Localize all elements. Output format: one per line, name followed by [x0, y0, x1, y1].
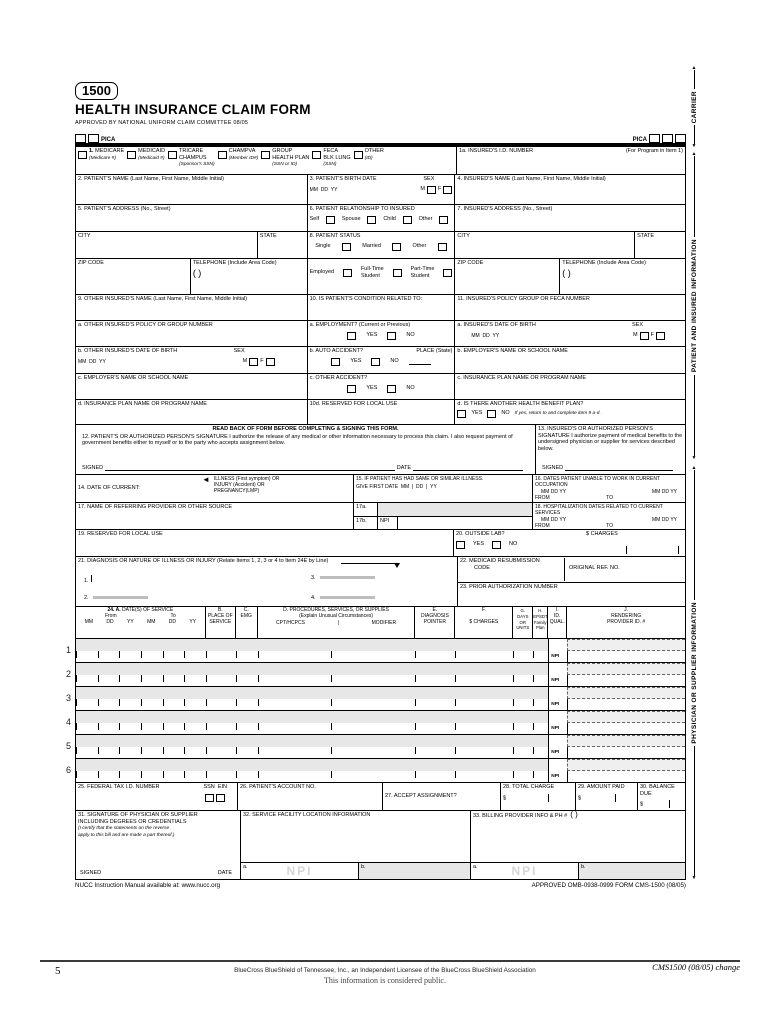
box-21-diagnosis: 21. DIAGNOSIS OR NATURE OF ILLNESS OR INJURY (Relate Items 1, 2, 3 or 4 to Item 24E by Line) 1. 2. 3. 4.: [76, 557, 458, 606]
box-24-table-header: 24. A. DATE(S) OF SERVICE From To MM DD YY MM DD YY B. PLACE OF SERVICE C. EMG D. PROCEDURES, SERVICES, OR SUPPLIES (Explain Unusual Circumstances) CPT/HCPCS | MODIFIER E. DIAGNOSIS POINTER F. $ CHARGES G. DAYS OR UNITS H. EPSDT Family Plan I. ID. QUAL. J. RENDERING PROVIDER ID. #: [76, 607, 685, 639]
other-plan-no-checkbox[interactable]: [487, 410, 496, 418]
arrow-down-icon: ▼: [691, 143, 697, 150]
npi-watermark: NPI: [286, 864, 313, 878]
col-b-header: B. PLACE OF SERVICE: [206, 607, 236, 638]
patient-signature-date-line[interactable]: [413, 465, 523, 471]
box-11b-employer-field[interactable]: b. EMPLOYER'S NAME OR SCHOOL NAME: [457, 348, 568, 354]
physician-date-line[interactable]: DATE: [217, 869, 232, 876]
box-17a-label: 17a.: [354, 503, 378, 516]
box-9c-employer-field[interactable]: c. EMPLOYER'S NAME OR SCHOOL NAME: [76, 374, 308, 399]
sex-male-checkbox[interactable]: [427, 186, 436, 194]
rendering-provider-shaded-area: [567, 759, 685, 771]
service-lines-table: [66, 639, 685, 783]
box-33a-npi-field[interactable]: a. NPI: [471, 863, 579, 879]
outside-lab-no-checkbox[interactable]: [492, 541, 501, 549]
diagnosis-3-field[interactable]: 3.: [311, 575, 375, 582]
rendering-provider-id-field[interactable]: [567, 771, 685, 783]
physician-signed-line[interactable]: SIGNED: [80, 869, 102, 876]
box-10d-reserved-field[interactable]: 10d. RESERVED FOR LOCAL USE: [308, 400, 456, 424]
group-health-checkbox[interactable]: [261, 151, 270, 159]
box-17b-label: 17b.: [354, 517, 378, 530]
insured-signature-line[interactable]: [565, 465, 673, 471]
rel-other-checkbox[interactable]: [439, 216, 448, 224]
box-16-unable-to-work: 16. DATES PATIENT UNABLE TO WORK IN CURRENT OCCUPATION MM DD YY MM DD YY FROM TO: [535, 476, 677, 501]
box-20-charges-field[interactable]: $ CHARGES: [566, 531, 683, 555]
npi-label: NPI: [548, 723, 567, 735]
box-2-patient-name-field[interactable]: 2. PATIENT'S NAME (Last Name, First Name, Middle Initial): [76, 175, 308, 204]
box-26-patient-account-field[interactable]: 26. PATIENT'S ACCOUNT NO.: [238, 783, 383, 810]
box-33b-other-id-field[interactable]: b.: [579, 863, 685, 879]
box-20-outside-lab: 20. OUTSIDE LAB? YES NO $ CHARGES: [454, 530, 685, 556]
auto-accident-yes-checkbox[interactable]: [331, 358, 340, 366]
service-line-number: 6: [66, 765, 72, 775]
service-line-number: 5: [66, 741, 72, 751]
box-31-physician-signature: 31. SIGNATURE OF PHYSICIAN OR SUPPLIER INCLUDING DEGREES OR CREDENTIALS (I certify that the statements on the reverse apply to this bill and are made a part thereof.) SIGNED DATE: [76, 811, 241, 879]
npi-watermark: NPI: [511, 864, 538, 878]
pica-row: [75, 130, 686, 143]
npi-label: NPI: [378, 517, 398, 530]
box-12-patient-signature: READ BACK OF FORM BEFORE COMPLETING & SIGNING THIS FORM. 12. PATIENT'S OR AUTHORIZED PERSON'S SIGNATURE I authorize the release of any medical or other information necessary to process this claim. I also request payment of government benefits either to myself or to the party who accepts assignment below. SIGNED DATE: [76, 425, 536, 474]
insured-sex-female-checkbox[interactable]: [656, 332, 665, 340]
status-married-checkbox[interactable]: [392, 243, 401, 251]
medicare-checkbox[interactable]: [78, 151, 87, 159]
payer-option-feca: FECA BLK LUNG (SSN): [312, 148, 350, 173]
col-e-header: E. DIAGNOSIS POINTER: [415, 607, 455, 638]
arrow-down-icon: ▼: [691, 875, 697, 881]
box-8-patient-status: 8. PATIENT STATUS Single Married Other: [308, 232, 456, 258]
service-supplemental-shaded-area: [76, 687, 548, 699]
sex-female-checkbox[interactable]: [443, 186, 452, 194]
pica-checkbox[interactable]: [649, 134, 660, 143]
box-11c-plan-name-field[interactable]: c. INSURANCE PLAN NAME OR PROGRAM NAME: [457, 375, 587, 381]
service-supplemental-shaded-area: [76, 759, 548, 771]
box-10c-other-accident: c. OTHER ACCIDENT? YES NO: [308, 374, 456, 399]
box-10b-auto-accident: b. AUTO ACCIDENT? PLACE (State) YES NO: [308, 347, 456, 373]
champva-checkbox[interactable]: [218, 151, 227, 159]
rendering-provider-shaded-area: [567, 711, 685, 723]
original-ref-no-field[interactable]: ORIGINAL REF. NO.: [569, 564, 620, 571]
other-accident-yes-checkbox[interactable]: [347, 385, 356, 393]
form-1500-logo: 1500: [75, 82, 118, 100]
tricare-checkbox[interactable]: [168, 151, 177, 159]
payer-option-tricare: TRICARE CHAMPUS (Sponsor's SSN): [168, 148, 215, 173]
box-19-reserved-field[interactable]: 19. RESERVED FOR LOCAL USE: [76, 530, 454, 556]
service-line-row[interactable]: [66, 687, 685, 711]
footer-form-version: CMS1500 (08/05) change: [652, 962, 740, 972]
page-number: 5: [55, 965, 61, 977]
box-15-similar-illness: 15. IF PATIENT HAS HAD SAME OR SIMILAR ILLNESS. GIVE FIRST DATE MM | DD | YY: [354, 475, 533, 502]
accident-state-field[interactable]: [409, 358, 431, 365]
id-qual-top-cell: [548, 663, 567, 675]
other-sex-female-checkbox[interactable]: [266, 358, 275, 366]
col-j-header: J. RENDERING PROVIDER ID. #: [607, 607, 646, 625]
box-32b-other-id-field[interactable]: b.: [359, 863, 470, 879]
arrow-to-24e-icon: [341, 563, 397, 564]
npi-label: NPI: [548, 771, 567, 783]
insured-sex-male-checkbox[interactable]: [640, 332, 649, 340]
payer-option-other: OTHER (ID): [354, 148, 384, 173]
box-18-hospitalization-dates: 18. HOSPITALIZATION DATES RELATED TO CURRENT SERVICES MM DD YY MM DD YY FROM TO: [535, 504, 677, 529]
rel-self-checkbox[interactable]: [326, 216, 335, 224]
arrow-up-icon: ▲: [691, 151, 697, 157]
box-9a-other-policy-field[interactable]: a. OTHER INSURED'S POLICY OR GROUP NUMBER: [76, 321, 308, 346]
npi-label: NPI: [548, 675, 567, 687]
box-17a-other-id-field[interactable]: [378, 503, 532, 516]
box-25-federal-tax-id: 25. FEDERAL TAX I.D. NUMBER SSN EIN: [76, 783, 238, 810]
box-9b-other-birth-sex: b. OTHER INSURED'S DATE OF BIRTH SEX MM DD YY M F: [76, 347, 308, 373]
service-line-number: 2: [66, 669, 72, 679]
box-32a-npi-field[interactable]: a. NPI: [241, 863, 359, 879]
other-payer-checkbox[interactable]: [354, 151, 363, 159]
rendering-provider-id-field[interactable]: [567, 747, 685, 759]
pica-checkbox[interactable]: [675, 134, 686, 143]
diagnosis-1-field[interactable]: 1.: [84, 575, 92, 585]
footer-licensee-text: BlueCross BlueShield of Tennessee, Inc., an Independent Licensee of the BlueCross BlueShield Association: [234, 967, 536, 974]
omb-approval-note: APPROVED OMB-0938-0999 FORM CMS-1500 (08/05): [531, 882, 686, 889]
employed-checkbox[interactable]: [343, 269, 352, 277]
nucc-instruction-note: NUCC Instruction Manual available at: www.nucc.org: [75, 882, 221, 889]
insured-city-field[interactable]: CITY: [455, 232, 635, 258]
box-1a-insured-id-field[interactable]: 1a. INSURED'S I.D. NUMBER (For Program in Item 1): [459, 148, 683, 154]
service-line-number: 3: [66, 693, 72, 703]
box-30-balance-due-field[interactable]: 30. BALANCE DUE $: [640, 784, 675, 808]
service-line-row[interactable]: [66, 759, 685, 783]
part-time-student-checkbox[interactable]: [443, 269, 452, 277]
service-line-row[interactable]: [66, 663, 685, 687]
insured-phone-field[interactable]: TELEPHONE (Include Area Code) ( ): [560, 259, 685, 294]
patient-zip-field[interactable]: ZIP CODE: [76, 259, 191, 294]
service-line-row[interactable]: [66, 639, 685, 663]
rel-child-checkbox[interactable]: [403, 216, 412, 224]
other-plan-yes-checkbox[interactable]: [457, 410, 466, 418]
col-f-header: F. $ CHARGES: [455, 607, 513, 638]
box-7-insured-address-field[interactable]: 7. INSURED'S ADDRESS (No., Street): [457, 206, 553, 212]
box-22-medicaid-resubmission: 22. MEDICAID RESUBMISSION CODE ORIGINAL REF. NO.: [458, 557, 685, 583]
arrow-down-icon: ▼: [691, 455, 697, 462]
triangle-left-icon: ◄: [202, 475, 210, 484]
rendering-provider-shaded-area: [567, 735, 685, 747]
phone-parens: ( ): [562, 267, 571, 278]
rendering-provider-shaded-area: [567, 663, 685, 675]
ein-checkbox[interactable]: [216, 794, 225, 802]
box-32-service-facility: [241, 811, 471, 879]
box-29-amount-paid-field[interactable]: 29. AMOUNT PAID $: [576, 783, 638, 810]
rendering-provider-id-field[interactable]: [567, 699, 685, 711]
service-supplemental-shaded-area: [76, 639, 548, 651]
box-14-date-of-current: 14. DATE OF CURRENT: ◄ ILLNESS (First symptom) OR INJURY (Accident) OR PREGNANCY(LMP): [76, 475, 354, 502]
rel-spouse-checkbox[interactable]: [367, 216, 376, 224]
arrow-up-icon: ▲: [691, 65, 697, 71]
pica-checkbox[interactable]: [662, 134, 673, 143]
box-33-billing-provider: 33. BILLING PROVIDER INFO & PH # ( ) a. NPI b.: [471, 811, 685, 879]
service-supplemental-shaded-area: [76, 663, 548, 675]
rendering-provider-id-field[interactable]: [567, 723, 685, 735]
box-8-employment-status: Employed Full-Time Student Part-Time Student: [308, 259, 456, 294]
employment-no-checkbox[interactable]: [387, 332, 396, 340]
diagnosis-4-field[interactable]: 4.: [311, 595, 375, 602]
arrow-up-icon: ▲: [691, 465, 697, 471]
form-title: HEALTH INSURANCE CLAIM FORM: [75, 102, 311, 117]
rendering-provider-id-field[interactable]: [567, 651, 685, 663]
box-11d-other-plan: d. IS THERE ANOTHER HEALTH BENEFIT PLAN? YES NO If yes, return to and complete item 9 a-d.: [457, 401, 601, 417]
col-a-header: 24. A.: [107, 607, 121, 613]
box-10a-employment: a. EMPLOYMENT? (Current or Previous) YES NO: [308, 321, 456, 346]
full-time-student-checkbox[interactable]: [393, 269, 402, 277]
employment-yes-checkbox[interactable]: [347, 332, 356, 340]
other-accident-no-checkbox[interactable]: [387, 385, 396, 393]
outside-lab-yes-checkbox[interactable]: [456, 541, 465, 549]
patient-signature-line[interactable]: [105, 465, 395, 471]
service-line-number: 1: [66, 645, 72, 655]
medicaid-checkbox[interactable]: [127, 151, 136, 159]
service-line-row[interactable]: [66, 711, 685, 735]
phone-parens: ( ): [192, 267, 202, 278]
box-17ab-ids: [354, 503, 533, 529]
approved-note: APPROVED BY NATIONAL UNIFORM CLAIM COMMITTEE 08/05: [75, 120, 249, 126]
auto-accident-no-checkbox[interactable]: [371, 358, 380, 366]
footer-public-text: This information is considered public.: [324, 976, 446, 985]
patient-state-field[interactable]: STATE: [258, 232, 308, 258]
id-qual-top-cell: [548, 639, 567, 651]
box-11-policy-group-field[interactable]: 11. INSURED'S POLICY GROUP OR FECA NUMBER: [457, 296, 590, 302]
box-10-condition-related: 10. IS PATIENT'S CONDITION RELATED TO:: [308, 295, 456, 320]
box-4-insured-name-field[interactable]: 4. INSURED'S NAME (Last Name, First Name, Middle Initial): [457, 176, 606, 182]
payer-option-group-health: GROUP HEALTH PLAN (SSN or ID): [261, 148, 309, 173]
col-i-header: I. ID. QUAL.: [548, 607, 567, 638]
box-13-insured-signature: 13. INSURED'S OR AUTHORIZED PERSON'S SIGNATURE I authorize payment of medical benefits to the undersigned physician or supplier for services described below. SIGNED: [538, 426, 683, 471]
service-supplemental-shaded-area: [76, 735, 548, 747]
col-c-header: C. EMG: [236, 607, 258, 638]
box-17-referring-provider-field[interactable]: 17. NAME OF REFERRING PROVIDER OR OTHER SOURCE: [76, 503, 354, 529]
service-supplemental-shaded-area: [76, 711, 548, 723]
box-23-prior-auth-field[interactable]: 23. PRIOR AUTHORIZATION NUMBER: [460, 584, 558, 590]
carrier-margin-label: ▲ CARRIER ▼: [690, 65, 698, 150]
id-qual-top-cell: [548, 711, 567, 723]
pica-checkbox[interactable]: [75, 134, 86, 143]
id-qual-top-cell: [548, 759, 567, 771]
npi-label: NPI: [548, 699, 567, 711]
status-single-checkbox[interactable]: [342, 243, 351, 251]
col-d-header: D. PROCEDURES, SERVICES, OR SUPPLIES (Explain Unusual Circumstances) CPT/HCPCS | MODIFIER: [258, 607, 416, 638]
pica-checkbox[interactable]: [88, 134, 99, 143]
payer-option-champva: CHAMPVA (Member ID#): [218, 148, 259, 173]
box-11a-insured-birth-sex: a. INSURED'S DATE OF BIRTH SEX MM DD YY M F: [455, 321, 685, 346]
ssn-checkbox[interactable]: [205, 794, 214, 802]
insured-state-field[interactable]: STATE: [637, 233, 654, 239]
box-1-payer-type: [76, 147, 457, 174]
patient-insured-margin-label: ▲ PATIENT AND INSURED INFORMATION ▼: [690, 151, 698, 462]
payer-option-medicaid: MEDICAID (Medicaid #): [127, 148, 165, 173]
footer-rule: [40, 960, 740, 962]
npi-label: NPI: [548, 651, 567, 663]
box-28-total-charge-field[interactable]: 28. TOTAL CHARGE $: [501, 783, 576, 810]
payer-option-medicare: 1. MEDICARE (Medicare #): [78, 148, 124, 173]
box-3-birth-date-sex: 3. PATIENT'S BIRTH DATE SEX MM DD YY M F: [308, 175, 456, 204]
service-line-number: 4: [66, 717, 72, 727]
box-9-other-insured-name-field[interactable]: 9. OTHER INSURED'S NAME (Last Name, First Name, Middle Initial): [76, 295, 308, 320]
other-sex-male-checkbox[interactable]: [249, 358, 258, 366]
patient-phone-field[interactable]: TELEPHONE (Include Area Code) ( ): [191, 259, 308, 294]
rendering-provider-shaded-area: [567, 639, 685, 651]
pica-label: PICA: [632, 137, 647, 143]
box-17b-npi-field[interactable]: [398, 517, 532, 530]
patient-city-field[interactable]: CITY: [76, 232, 258, 258]
box-32-label: 32. SERVICE FACILITY LOCATION INFORMATION: [243, 812, 371, 818]
feca-checkbox[interactable]: [312, 151, 321, 159]
diagnosis-2-field[interactable]: 2.: [84, 595, 148, 602]
col-h-header: H. EPSDT Family Plan: [533, 607, 548, 638]
npi-label: NPI: [548, 747, 567, 759]
id-qual-top-cell: [548, 735, 567, 747]
box-6-relationship: 6. PATIENT RELATIONSHIP TO INSURED Self Spouse Child Other: [308, 205, 456, 231]
physician-supplier-margin-label: ▲ PHYSICIAN OR SUPPLIER INFORMATION ▼: [690, 465, 698, 881]
col-g-header: G. DAYS OR UNITS: [513, 607, 533, 638]
box-5-patient-address-field[interactable]: 5. PATIENT'S ADDRESS (No., Street): [76, 205, 308, 231]
pica-label: PICA: [101, 137, 116, 143]
insured-zip-field[interactable]: ZIP CODE: [455, 259, 560, 294]
status-other-checkbox[interactable]: [438, 243, 447, 251]
rendering-provider-id-field[interactable]: [567, 675, 685, 687]
rendering-provider-shaded-area: [567, 687, 685, 699]
box-9d-plan-name-field[interactable]: d. INSURANCE PLAN NAME OR PROGRAM NAME: [76, 400, 308, 424]
box-27-accept-assignment: 27. ACCEPT ASSIGNMENT?: [383, 783, 501, 810]
service-line-row[interactable]: [66, 735, 685, 759]
id-qual-top-cell: [548, 687, 567, 699]
